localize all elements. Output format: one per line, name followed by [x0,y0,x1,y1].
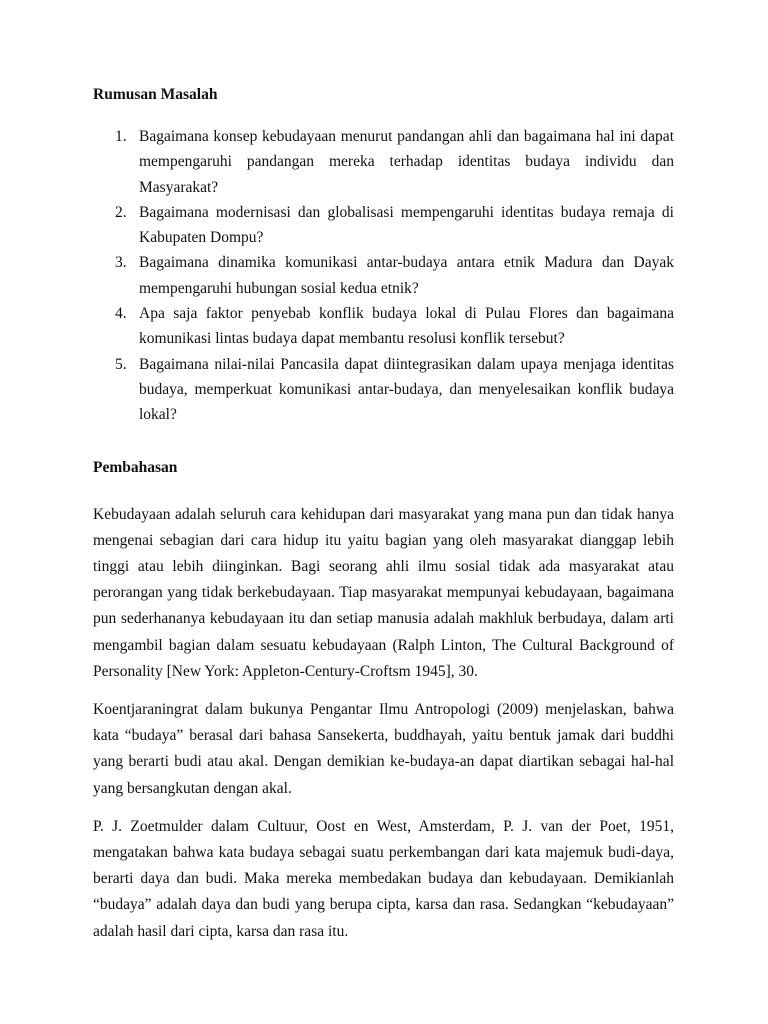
problem-text: Bagaimana dinamika komunikasi antar-budaya antara etnik Madura dan Dayak mempengaruhi hubungan sosial kedua etnik? [139,254,674,297]
paragraph-kebudayaan: Kebudayaan adalah seluruh cara kehidupan dari masyarakat yang mana pun dan tidak hanya mengenai sebagian dari cara hidup itu yaitu bagian yang oleh masyarakat dianggap lebih tinggi atau lebih diinginkan. Bagi seorang ahli ilmu sosial tidak ada masyarakat atau perorangan yang tidak berkebudayaan. Tiap masyarakat mempunyai kebudayaan, bagaimana pun sederhananya kebudayaan itu dan setiap manusia adalah makhluk berbudaya, dalam arti mengambil bagian dalam sesuatu kebudayaan (Ralph Linton, The Cultural Background of Personality [New York: Appleton-Century-Croftsm 1945], 30. [93,505,674,680]
problem-number: 5. [115,355,127,373]
problem-text: Bagaimana konsep kebudayaan menurut pandangan ahli dan bagaimana hal ini dapat mempengaruhi pandangan mereka terhadap identitas budaya individu dan Masyarakat? [139,128,674,196]
problem-item-2 [93,200,674,251]
problem-number: 1. [115,128,127,145]
problem-item-4 [93,301,674,352]
problem-number: 2. [115,203,127,221]
problem-item-5 [93,352,674,428]
problem-list [93,124,674,428]
problem-text: Apa saja faktor penyebab konflik budaya lokal di Pulau Flores dan bagaimana komunikasi lintas budaya dapat membantu resolusi konflik tersebut? [139,305,674,348]
problem-number: 3. [115,254,127,272]
problem-text: Bagaimana modernisasi dan globalisasi mempengaruhi identitas budaya remaja di Kabupaten Dompu? [139,203,674,247]
document-page [93,85,674,945]
problem-text: Bagaimana nilai-nilai Pancasila dapat diintegrasikan dalam upaya menjaga identitas budaya, memperkuat komunikasi antar-budaya, dan menyelesaikan konflik budaya lokal? [139,355,674,424]
problem-item-3 [93,250,674,301]
heading-pembahasan: Pembahasan [93,458,178,476]
paragraph-koentjaraningrat: Koentjaraningrat dalam bukunya Pengantar Ilmu Antropologi (2009) menjelaskan, bahwa kata “budaya” berasal dari bahasa Sansekerta, buddhayah, yaitu bentuk jamak dari buddhi yang berarti budi atau akal. Dengan demikian ke-budaya-an dapat diartikan sebagai hal-hal yang bersangkutan dengan akal. [93,700,674,797]
problem-number: 4. [115,305,127,323]
heading-rumusan-masalah: Rumusan Masalah [93,86,218,103]
paragraph-zoetmulder: P. J. Zoetmulder dalam Cultuur, Oost en West, Amsterdam, P. J. van der Poet, 1951, mengatakan bahwa kata budaya sebagai suatu perkembangan dari kata majemuk budi-daya, berarti daya dan budi. Maka mereka membedakan budaya dan kebudayaan. Demikianlah “budaya” adalah daya dan budi yang berupa cipta, karsa dan rasa. Sedangkan “kebudayaan” adalah hasil dari cipta, karsa dan rasa itu. [93,817,674,940]
problem-item-1 [93,124,674,200]
